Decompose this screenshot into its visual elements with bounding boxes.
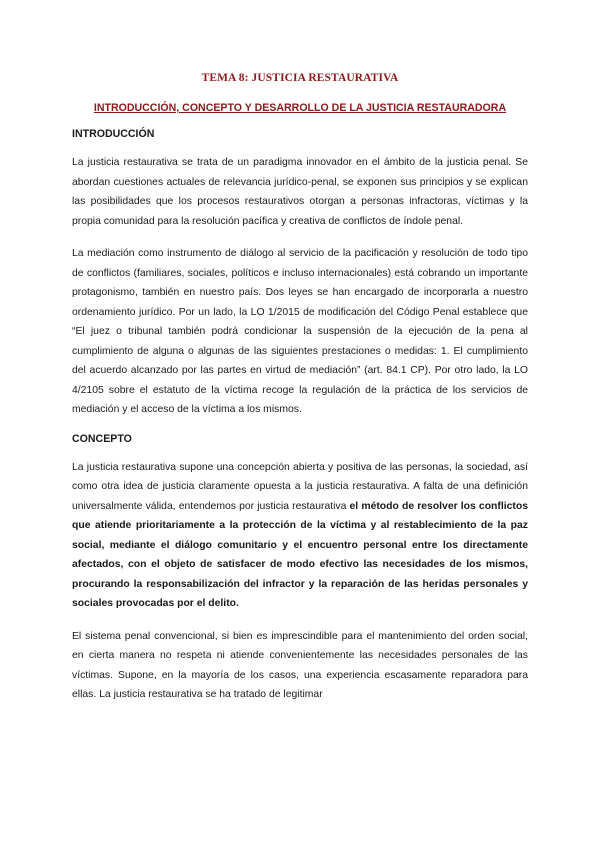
- concepto-paragraph-1: [72, 458, 528, 614]
- document-title: TEMA 8: JUSTICIA RESTAURATIVA: [201, 72, 399, 84]
- section-heading: INTRODUCCIÓN, CONCEPTO Y DESARROLLO DE LA JUSTICIA RESTAURADORA: [93, 102, 507, 114]
- intro-paragraph-1: La justicia restaurativa se trata de un paradigma innovador en el ámbito de la justicia penal. Se abordan cuestiones actuales de relevancia jurídico-penal, se exponen sus principios y se explican las posibilidades que los procesos restaurativos otorgan a personas infractoras, víctimas y la propia comunidad para la resolución pacífica y creativa de conflictos de índole penal.: [72, 157, 528, 227]
- intro-paragraph-2: La mediación como instrumento de diálogo al servicio de la pacificación y resolución de todo tipo de conflictos (familiares, sociales, políticos e incluso internacionales) está cobrando un importante protagonismo, también en nuestro país. Dos leyes se han encargado de incorporarla a nuestro ordenamiento jurídico. Por un lado, la LO 1/2015 de modificación del Código Penal establece que “El juez o tribunal también podrá condicionar la suspensión de la ejecución de la pena al cumplimiento de alguna o algunas de las siguientes prestaciones o medidas: 1. El cumplimiento del acuerdo alcanzado por las partes en virtud de mediación” (art. 84.1 CP). Por otro lado, la LO 4/2105 sobre el estatuto de la víctima recoge la regulación de la práctica de los servicios de mediación y el acceso de la víctima a los mismos.: [72, 248, 528, 415]
- concepto-paragraph-2: El sistema penal convencional, si bien es imprescindible para el mantenimiento del orden social, en cierta manera no respeta ni atiende convenientemente las necesidades personales de las víctimas. Supone, en la mayoría de los casos, una experiencia escasamente reparadora para ellas. La justicia restaurativa se ha tratado de legitimar: [72, 630, 528, 700]
- intro-heading: INTRODUCCIÓN: [72, 128, 155, 140]
- concepto-definition-bold: el método de resolver los conflictos que atiende prioritariamente a la protección de la víctima y al restablecimiento de la paz social, mediante el diálogo comunitario y el encuentro personal entre los directamente afectados, con el objeto de satisfacer de modo efectivo las necesidades de los mismos, procurando la responsabilización del infractor y la reparación de las heridas personales y sociales provocadas por el delito.: [72, 500, 529, 609]
- concepto-heading: CONCEPTO: [72, 432, 132, 445]
- concepto-paragraph-1-text: La justicia restaurativa supone una concepción abierta y positiva de las personas, la sociedad, así como otra idea de justicia claramente opuesta a la justicia restaurativa. A falta de una definición universalmente válida, entendemos por justicia restaurativa: [72, 461, 528, 512]
